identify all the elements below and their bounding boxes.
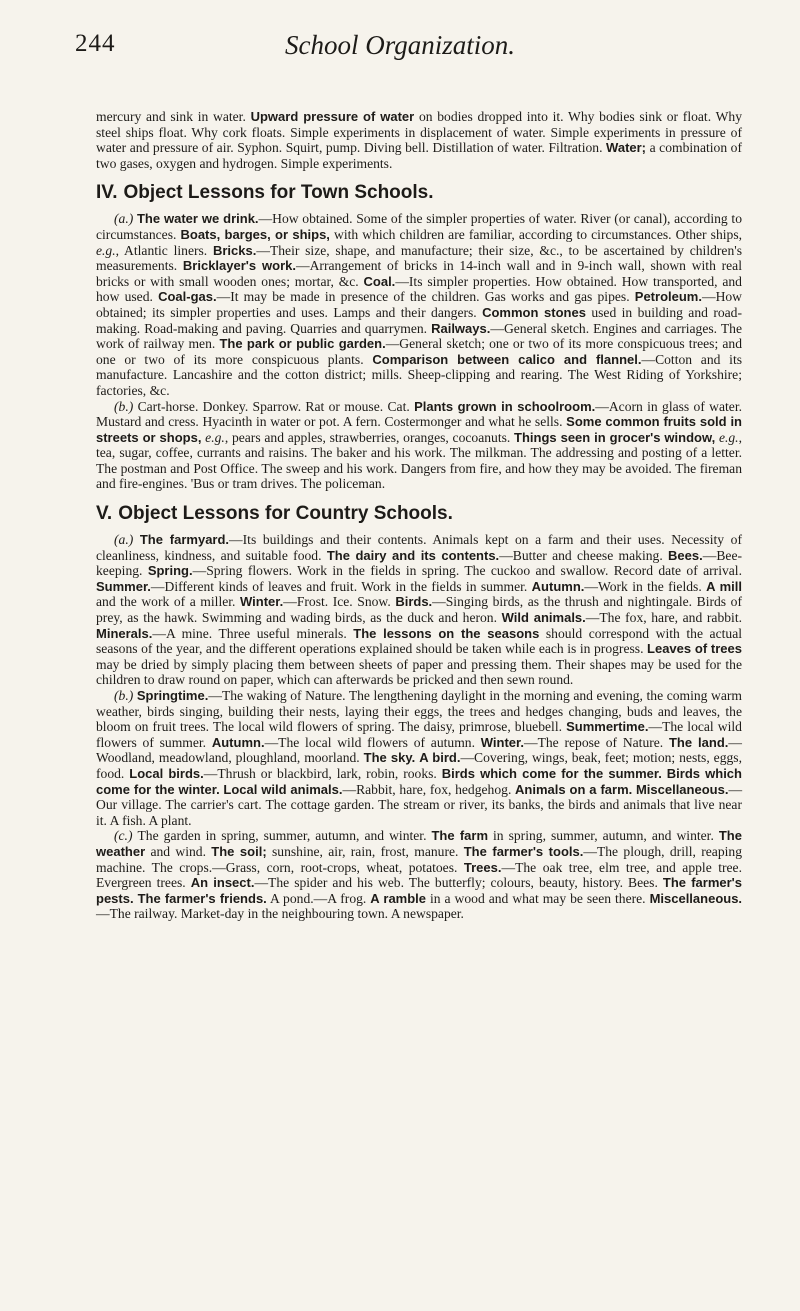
section-iv-paragraph-b <box>96 399 742 493</box>
bold-phrase: Springtime. <box>136 688 209 703</box>
bold-phrase: Minerals. <box>96 625 153 641</box>
bold-phrase: Water; <box>606 140 647 156</box>
bold-phrase: The farm <box>431 828 488 844</box>
text-run: —Spring flowers. Work in the fields in spring. The cuckoo and swallow. Record date of arrival. <box>192 563 742 579</box>
text-run: —The plough, drill, reaping machine. The crops.—Grass, corn, root-crops, wheat, potatoes. <box>96 843 742 875</box>
section-v-paragraph-a <box>96 532 742 688</box>
bold-phrase: Birds. <box>395 594 433 610</box>
bold-phrase: The weather <box>96 828 742 859</box>
intro-paragraph <box>96 109 742 171</box>
bold-phrase: The sky. <box>363 750 416 766</box>
text-run: —Its buildings and their contents. Animals kept on a farm and their uses. Necessity of cleanliness, kindness, and suitable food. <box>96 532 742 563</box>
bold-phrase: Autumn. <box>531 578 585 594</box>
bold-phrase: Bricks. <box>212 242 257 258</box>
text-run: —Arrangement of bricks in 14-inch wall and in 9-inch wall, shown with real bricks or with small wooden ones; mortar, &c. <box>96 258 742 289</box>
italic-phrase: (b.) <box>114 398 138 414</box>
text-run: —Woodland, meadowland, ploughland, moorland. <box>96 734 742 766</box>
text-run: —Frost. Ice. Snow. <box>283 594 396 610</box>
running-title: School Organization. <box>284 30 515 60</box>
section-v-heading <box>96 503 742 525</box>
bold-phrase: Summertime. <box>566 719 649 735</box>
bold-phrase: Plants grown in schoolroom. <box>414 398 596 414</box>
bold-phrase: Things seen in grocer's window, <box>514 429 716 445</box>
text-run: in spring, summer, autumn, and winter. <box>488 828 719 844</box>
bold-phrase: Comparison between calico and flannel. <box>372 351 642 367</box>
bold-phrase: A ramble <box>370 890 427 906</box>
bold-phrase: A mill <box>706 578 742 594</box>
section-v-paragraph-c <box>96 828 742 922</box>
text-run: —Different kinds of leaves and fruit. Work in the fields in summer. <box>150 578 532 594</box>
running-head <box>75 30 725 70</box>
text-run: and the work of a miller. <box>96 594 240 610</box>
text-run: —Our village. The carrier's cart. The cottage garden. The stream or river, its banks, the birds and animals that live near it. A fish. A plant. <box>96 781 743 828</box>
bold-phrase: The farmer's pests. <box>96 875 743 906</box>
bold-phrase: Local birds. <box>129 765 204 781</box>
bold-phrase: Bees. <box>668 547 703 563</box>
bold-phrase: The park or public garden. <box>219 336 386 352</box>
text-run: —How obtained. Some of the simpler properties of water. River (or canal), according to circumstances. <box>96 211 742 242</box>
text-run: —Work in the fields. <box>584 578 707 594</box>
text-run: and wind. <box>145 843 212 859</box>
text-run: in a wood and what may be seen there. <box>426 890 650 906</box>
bold-phrase: Winter. <box>239 594 284 610</box>
text-run: , tea, sugar, coffee, currants and raisins. The baker and his work. The milkman. The addressing and posting of a letter. The postman and Post Office. The sweep and his work. Dangers from fire, and how they may be avoided. The fireman and fire-engines. 'Bus or tram drives. The policeman. <box>96 429 742 492</box>
bold-phrase: Railways. <box>431 320 491 336</box>
bold-phrase: The soil; <box>211 843 267 859</box>
text-run: —General sketch; one or two of its more conspicuous trees; and one or two of its more conspicuous plants. <box>96 336 743 367</box>
text-run: —Singing birds, as the thrush and nightingale. Birds of prey, as the hawk. Swimming and wading birds, as the duck and heron. <box>96 594 742 626</box>
text-run: —General sketch. Engines and carriages. The work of railway men. <box>96 320 742 352</box>
bold-phrase: The dairy and its contents. <box>326 547 500 563</box>
bold-phrase: The land. <box>668 734 729 750</box>
italic-phrase: e.g. <box>205 429 225 445</box>
section-v-numeral: V. <box>96 503 113 525</box>
bold-phrase: Bricklayer's work. <box>182 258 297 274</box>
italic-phrase: (a.) <box>114 532 140 548</box>
italic-phrase: (b.) <box>114 688 137 703</box>
text-run: —Rabbit, hare, fox, hedgehog. <box>342 781 516 797</box>
bold-phrase: The water we drink. <box>136 211 259 227</box>
section-iv-heading <box>96 182 742 204</box>
bold-phrase: An insect. <box>190 875 255 891</box>
text-run: —Acorn in glass of water. Mustard and cress. Hyacinth in water or pot. A fern. Costermonger and what he sells. <box>96 398 743 430</box>
bold-phrase: Birds which come for the winter. <box>96 765 742 797</box>
text-run: —Cotton and its manufacture. Lancashire and the cotton district; mills. Sheep-clipping and rearing. The West Riding of Yorkshire; factories, &c. <box>96 351 743 398</box>
text-run: mercury and sink in water. <box>96 109 251 124</box>
bold-phrase: The farmer's friends. <box>137 890 267 906</box>
bold-phrase: The farmer's tools. <box>463 843 584 859</box>
bold-phrase: Summer. <box>96 578 151 594</box>
bold-phrase: Trees. <box>463 859 502 875</box>
bold-phrase: Petroleum. <box>634 289 702 305</box>
text-run: —Covering, wings, beak, feet; motion; nests, eggs, food. <box>96 750 742 781</box>
italic-phrase: e.g. <box>96 242 116 258</box>
text-run: —Butter and cheese making. <box>499 547 669 563</box>
body-text <box>96 109 742 922</box>
text-run: —The fox, hare, and rabbit. <box>585 610 742 626</box>
text-run: Cart-horse. Donkey. Sparrow. Rat or mouse. Cat. <box>137 398 415 414</box>
bold-phrase: Spring. <box>147 563 193 579</box>
section-iv-paragraph-a <box>96 211 742 398</box>
text-run: on bodies dropped into it. Why bodies sink or float. Why steel ships float. Why cork floats. Simple experiments in displacement of water. Simple experiments in pressure of water and pressure of air. Syphon. Squirt, pump. Diving bell. Distillation of water. Filtration. <box>96 109 743 156</box>
bold-phrase: Birds which come for the summer. <box>441 765 662 781</box>
bold-phrase: Winter. <box>480 734 524 750</box>
text-run: —The repose of Nature. <box>523 734 669 750</box>
bold-phrase: The lessons on the seasons <box>353 625 540 641</box>
text-run: —Their size, shape, and manufacture; their size, &c., to be ascertained by children's measurements. <box>96 242 742 274</box>
text-run: —The railway. Market-day in the neighbouring town. A newspaper. <box>96 906 464 922</box>
bold-phrase: Wild animals. <box>501 610 586 626</box>
bold-phrase: Coal. <box>363 273 396 289</box>
text-run: —The local wild flowers of autumn. <box>264 734 481 750</box>
section-v-paragraph-b <box>96 688 742 828</box>
bold-phrase: Coal-gas. <box>158 289 217 305</box>
text-run: a combination of two gases, oxygen and hydrogen. Simple experiments. <box>96 140 743 171</box>
bold-phrase: Upward pressure of water <box>250 109 415 124</box>
bold-phrase: Boats, barges, or ships, <box>180 226 330 242</box>
text-run: —The oak tree, elm tree, and apple tree. Evergreen trees. <box>96 859 742 891</box>
text-run: —Bee-keeping. <box>96 547 743 579</box>
section-iv-numeral: IV. <box>96 182 118 204</box>
text-run: —The waking of Nature. The lengthening daylight in the morning and evening, the coming warm weather, birds singing, building their nests, laying their eggs, the trees and hedges changing, buds and leaves, the bloom on fruit trees. The local wild flowers of spring. The daisy, primrose, bluebell. <box>96 688 742 735</box>
text-run: used in building and road-making. Road-making and paving. Quarries and quarrymen. <box>96 304 742 336</box>
text-run: may be dried by simply placing them between sheets of paper and pressing them. Their shapes may be used for the children to draw round on paper, which can afterwards be pricked and then sewn round. <box>96 656 742 688</box>
bold-phrase: Animals on a farm. <box>515 781 633 797</box>
text-run: —Thrush or blackbird, lark, robin, rooks. <box>203 765 442 781</box>
text-run: sunshine, air, rain, frost, manure. <box>266 843 464 859</box>
text-run: A pond.—A frog. <box>266 890 371 906</box>
text-run: —The spider and his web. The butterfly; colours, beauty, history. Bees. <box>254 875 663 891</box>
italic-phrase: e.g. <box>718 429 739 445</box>
bold-phrase: Miscellaneous. <box>649 890 743 906</box>
text-run: —How obtained; its simpler properties and uses. Lamps and their dangers. <box>96 289 742 320</box>
page-number: 244 <box>75 30 116 57</box>
italic-phrase: (a.) <box>114 211 137 227</box>
bold-phrase: A bird. <box>419 750 461 766</box>
section-v-title: Object Lessons for Country Schools. <box>118 503 453 525</box>
text-run: should correspond with the actual seasons of the year, and the different operations explained should be taken while each is in progress. <box>96 625 743 657</box>
bold-phrase: Local wild animals. <box>223 781 343 797</box>
text-run: , Atlantic liners. <box>115 242 213 258</box>
text-run: The garden in spring, summer, autumn, and winter. <box>137 828 432 844</box>
section-iv-title: Object Lessons for Town Schools. <box>123 182 434 204</box>
text-run: —The local wild flowers of summer. <box>96 719 742 750</box>
bold-phrase: Autumn. <box>211 734 265 750</box>
text-run: —It may be made in presence of the children. Gas works and gas pipes. <box>216 289 635 305</box>
bold-phrase: Leaves of trees <box>647 641 742 657</box>
text-run: with which children are familiar, according to circumstances. Other ships, <box>329 226 743 242</box>
text-run: , pears and apples, strawberries, oranges, cocoanuts. <box>224 429 515 445</box>
italic-phrase: (c.) <box>114 828 138 844</box>
bold-phrase: Common stones <box>482 304 586 320</box>
bold-phrase: Some common fruits sold in streets or shops, <box>96 414 742 445</box>
text-run: —Its simpler properties. How obtained. How transported, and how used. <box>96 273 742 305</box>
bold-phrase: The farmyard. <box>139 532 230 548</box>
text-run: —A mine. Three useful minerals. <box>152 625 354 641</box>
bold-phrase: Miscellaneous. <box>635 781 729 797</box>
